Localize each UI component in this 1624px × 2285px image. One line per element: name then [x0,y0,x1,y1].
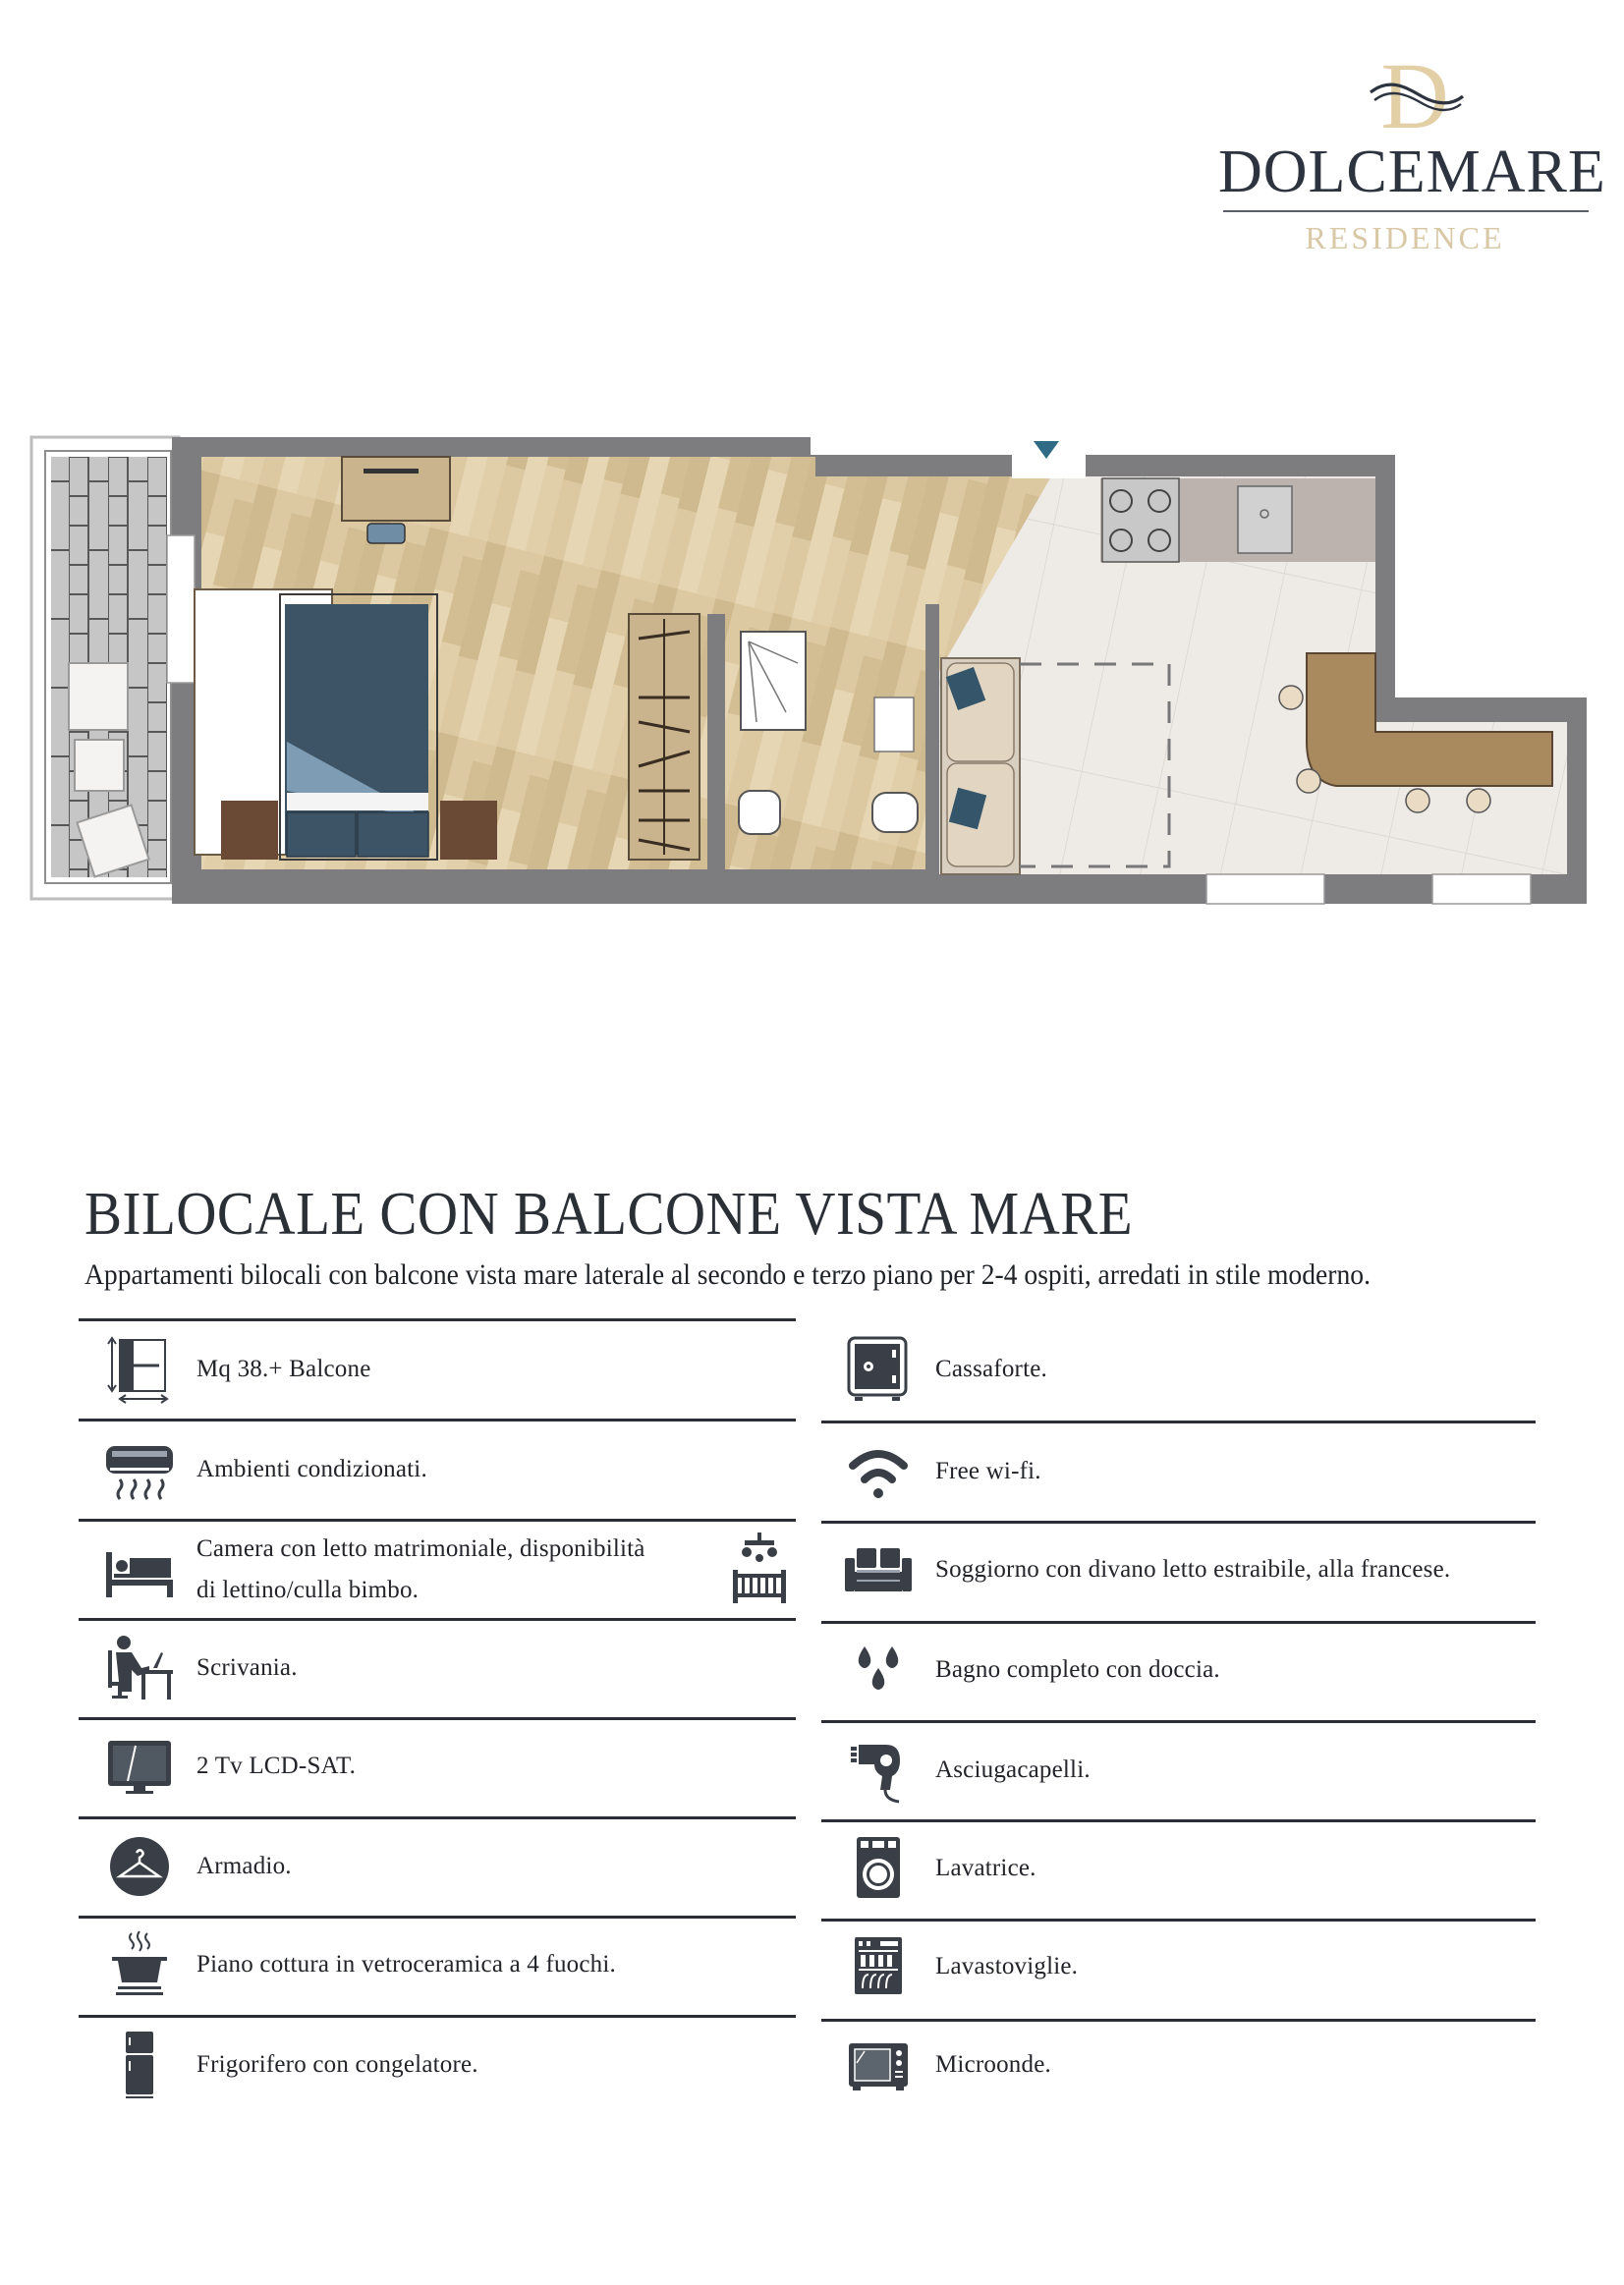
divider [821,1521,1536,1524]
microwave-icon [843,2030,914,2100]
amenity-floor-area [104,1334,371,1405]
divider [821,1621,1536,1624]
balcony [31,437,179,899]
amenity-label: Free wi-fi. [935,1458,1041,1484]
amenity-label: Armadio. [196,1853,292,1879]
amenity-label: Mq 38.+ Balcone [196,1356,371,1382]
amenity-label: Scrivania. [196,1654,298,1681]
amenity-label: Bagno completo con doccia. [935,1656,1220,1683]
divider [79,2015,796,2018]
hair-dryer-icon [843,1735,914,1806]
divider [79,1419,796,1421]
washing-machine-icon [843,1833,914,1904]
bed-icon [104,1534,175,1605]
amenity-wifi [843,1436,1041,1507]
bathroom [733,624,925,867]
amenity-washing-machine [843,1833,1036,1904]
listing-title: BILOCALE CON BALCONE VISTA MARE [84,1181,1134,1248]
amenity-label: Piano cottura in vetroceramica a 4 fuochi. [196,1951,616,1978]
divider [821,2019,1536,2022]
amenity-label: Asciugacapelli. [935,1756,1091,1783]
listing-description: Appartamenti bilocali con balcone vista mare laterale al secondo e terzo piano per 2-4 ospiti, arredati in stile moderno. [84,1258,1371,1291]
amenity-cooktop [104,1929,616,2000]
air-conditioner-icon [104,1434,175,1505]
amenity-label: Ambienti condizionati. [196,1456,427,1482]
divider [821,1819,1536,1822]
amenity-label: Lavatrice. [935,1855,1036,1881]
amenity-label: Lavastoviglie. [935,1953,1079,1979]
svg-text:D: D [1380,49,1449,138]
amenity-desk [104,1633,298,1703]
amenity-fridge [104,2030,478,2100]
amenity-hair-dryer [843,1735,1091,1806]
brand-name: DOLCEMARE [1218,139,1606,205]
amenity-microwave [843,2030,1051,2100]
divider [79,1618,796,1621]
divider [821,1720,1536,1723]
amenity-label: 2 Tv LCD-SAT. [196,1753,357,1779]
amenity-label: Cassaforte. [935,1356,1047,1382]
brand-subtitle: RESIDENCE [1305,220,1505,255]
tv-icon [104,1731,175,1802]
amenity-bathroom [843,1635,1220,1705]
amenity-tv [104,1731,356,1802]
amenity-bedroom [104,1529,796,1611]
amenity-air-conditioning [104,1434,427,1505]
logo-d-wave-icon [1361,49,1469,138]
divider [79,1916,796,1919]
amenity-sofa-bed [843,1534,1450,1605]
divider [79,1717,796,1720]
cooktop-icon [104,1929,175,2000]
floor-area-icon [104,1334,175,1405]
crib-icon [729,1533,790,1603]
amenity-wardrobe [104,1831,292,1902]
wardrobe-hanger-icon [104,1831,175,1902]
floor-plan [29,427,1592,919]
amenity-dishwasher [843,1931,1078,2002]
dishwasher-icon [843,1931,914,2002]
water-drops-icon [843,1635,914,1705]
divider [821,1421,1536,1423]
divider [79,1318,796,1321]
amenity-label: Soggiorno con divano letto estraibile, alla francese. [935,1556,1451,1583]
divider [821,1919,1536,1922]
kitchen [1100,478,1375,562]
brand-divider [1223,210,1589,212]
wifi-icon [843,1436,914,1507]
amenity-label: Microonde. [935,2051,1051,2078]
safe-icon [843,1334,914,1405]
fridge-icon [104,2030,175,2100]
sofa-bed-icon [843,1534,914,1605]
divider [79,1816,796,1819]
amenity-label-line2: di lettino/culla bimbo. [196,1577,420,1603]
amenity-label: Frigorifero con congelatore. [196,2051,478,2078]
amenity-safe [843,1334,1047,1405]
divider [79,1519,796,1522]
amenity-label-line1: Camera con letto matrimoniale, disponibilità [196,1535,645,1562]
desk-icon [104,1633,175,1703]
